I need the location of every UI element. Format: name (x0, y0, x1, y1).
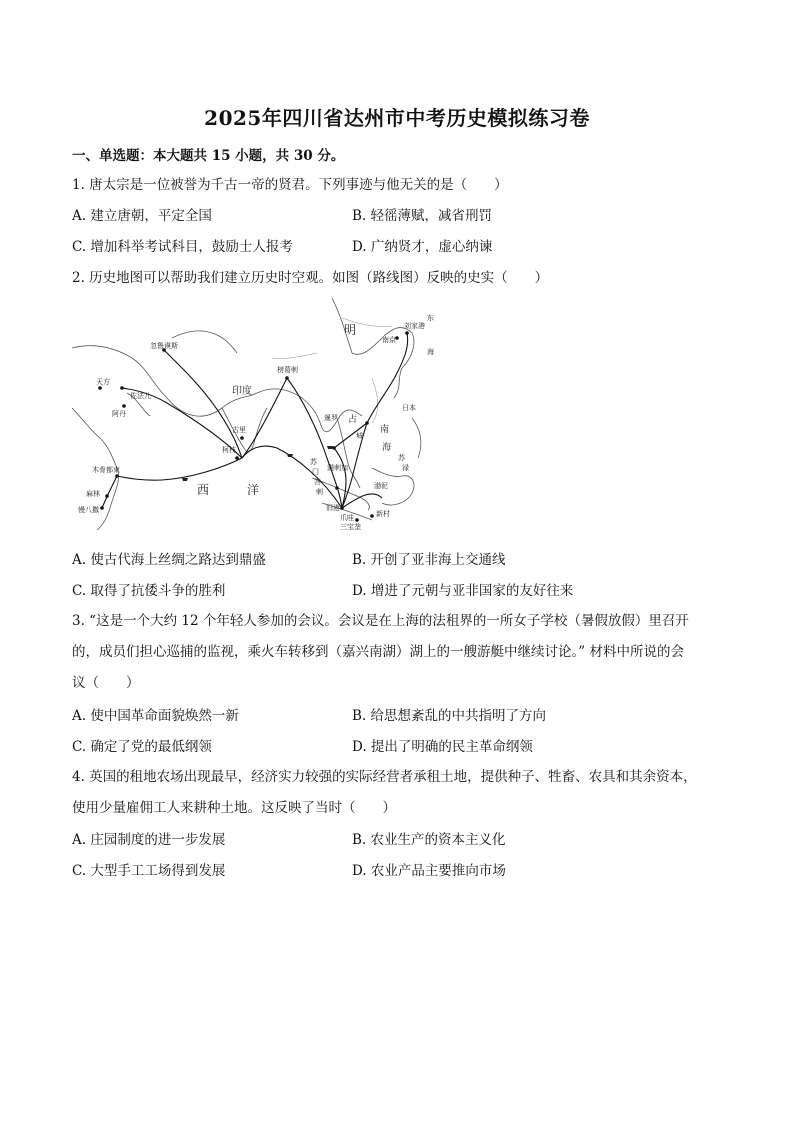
question-4-line-1: 4. 英国的租地农场出现最早，经济实力较强的实际经营者承租土地，提供种子、牲畜、农具和其余资本， (72, 769, 697, 785)
map-label-zhuawa: 爪哇 (340, 514, 354, 522)
map-label-ming: 明 (344, 323, 357, 337)
map-label-hulumosi: 忽鲁谟斯 (150, 342, 178, 350)
map-label-kezhi: 柯枝 (222, 446, 236, 454)
map-label-mugudushu: 木骨都束 (92, 466, 120, 474)
map-label-manbasa: 慢八撒 (78, 506, 99, 514)
map-label-sumendala-la: 剌 (316, 488, 323, 496)
question-3-option-b: B. 给思想紊乱的中共指明了方向 (352, 708, 547, 724)
zheng-he-voyage-route-map (72, 298, 440, 530)
map-label-sumendala-men: 门 (312, 468, 319, 476)
map-label-sumendala-da: 答 (314, 478, 321, 486)
question-3-option-c: C. 确定了党的最低纲领 (72, 739, 212, 755)
map-label-cheng: 城 (356, 432, 363, 440)
map-label-xi: 西 (197, 483, 210, 497)
question-3-line-1: 3. “这是一个大约 12 个年轻人参加的会议。会议是在上海的法租界的一所女子学校（暑假放假）里召开 (72, 613, 689, 629)
map-label-lu: 禄 (402, 464, 409, 472)
question-2-option-d: D. 增进了元朝与亚非国家的友好往来 (352, 583, 574, 599)
map-label-riben: 日本 (402, 404, 416, 412)
map-label-bangala: 榜葛剌 (277, 366, 298, 374)
map-label-xianluo: 暹罗 (324, 414, 338, 422)
question-3-option-d: D. 提出了明确的民主革命纲领 (352, 739, 533, 755)
question-4-option-a: A. 庄园制度的进一步发展 (72, 832, 226, 848)
question-3-line-2: 的，成员们担心巡捕的监视，乘火车转移到（嘉兴南湖）湖上的一艘游艇中继续讨论。” 材料中所说的会 (72, 644, 684, 660)
question-2-option-c: C. 取得了抗倭斗争的胜利 (72, 583, 226, 599)
map-label-tianfang: 天方 (96, 378, 110, 386)
route-map-svg (72, 298, 440, 530)
page-title: 2025年四川省达州市中考历史模拟练习卷 (204, 106, 590, 130)
question-1-option-d: D. 广纳贤才，虚心纳谏 (352, 239, 493, 255)
map-label-liujiagang: 刘家港 (404, 322, 425, 330)
map-label-zhan: 占 (348, 415, 358, 425)
map-label-hai: 海 (427, 348, 434, 356)
question-3-line-3: 议（ ） (72, 675, 140, 691)
question-2-stem: 2. 历史地图可以帮助我们建立历史时空观。如图（路线图）反映的史实（ ） (72, 270, 549, 286)
map-label-su: 苏 (398, 454, 405, 462)
map-label-dong: 东 (427, 314, 434, 322)
question-4-stem (72, 762, 722, 824)
map-label-yang: 洋 (247, 483, 260, 497)
map-label-sanbaolong: 三宝垄 (340, 523, 361, 530)
map-label-yindu: 印度 (232, 386, 252, 397)
question-1-stem: 1. 唐太宗是一位被誉为千古一帝的贤君。下列事迹与他无关的是（ ） (72, 177, 508, 193)
map-label-manlajia: 满剌加 (327, 464, 348, 472)
map-label-zuofaer: 佐法儿 (130, 392, 151, 400)
question-1-option-a: A. 建立唐朝，平定全国 (72, 208, 212, 224)
question-4-option-b: B. 农业生产的资本主义化 (352, 832, 506, 848)
map-label-guli: 古里 (232, 426, 246, 434)
map-label-boni: 渤泥 (374, 482, 388, 490)
question-3-stem (72, 606, 722, 699)
question-2-option-b: B. 开创了亚非海上交通线 (352, 552, 506, 568)
map-label-sumendala-su: 苏 (310, 458, 317, 466)
question-2-option-a: A. 使古代海上丝绸之路达到鼎盛 (72, 552, 266, 568)
question-3-option-a: A. 使中国革命面貌焕然一新 (72, 708, 239, 724)
question-1-option-b: B. 轻徭薄赋，减省刑罚 (352, 208, 493, 224)
map-label-nanhai-nan: 南 (380, 425, 390, 435)
map-label-adan: 阿丹 (112, 410, 126, 418)
map-label-nanjing: 南京 (382, 336, 396, 344)
map-label-nanhai-hai: 海 (382, 443, 392, 453)
question-4-option-d: D. 农业产品主要推向市场 (352, 863, 506, 879)
map-label-jiugang: 旧港 (326, 504, 340, 512)
question-1-option-c: C. 增加科举考试科目，鼓励士人报考 (72, 239, 293, 255)
map-label-xincun: 新村 (376, 510, 390, 518)
question-4-line-2: 使用少量雇佣工人来耕种土地。这反映了当时（ ） (72, 800, 396, 816)
section-heading: 一、单选题：本大题共 15 小题，共 30 分。 (72, 148, 345, 164)
map-label-malin: 麻林 (86, 490, 100, 498)
question-4-option-c: C. 大型手工工场得到发展 (72, 863, 226, 879)
